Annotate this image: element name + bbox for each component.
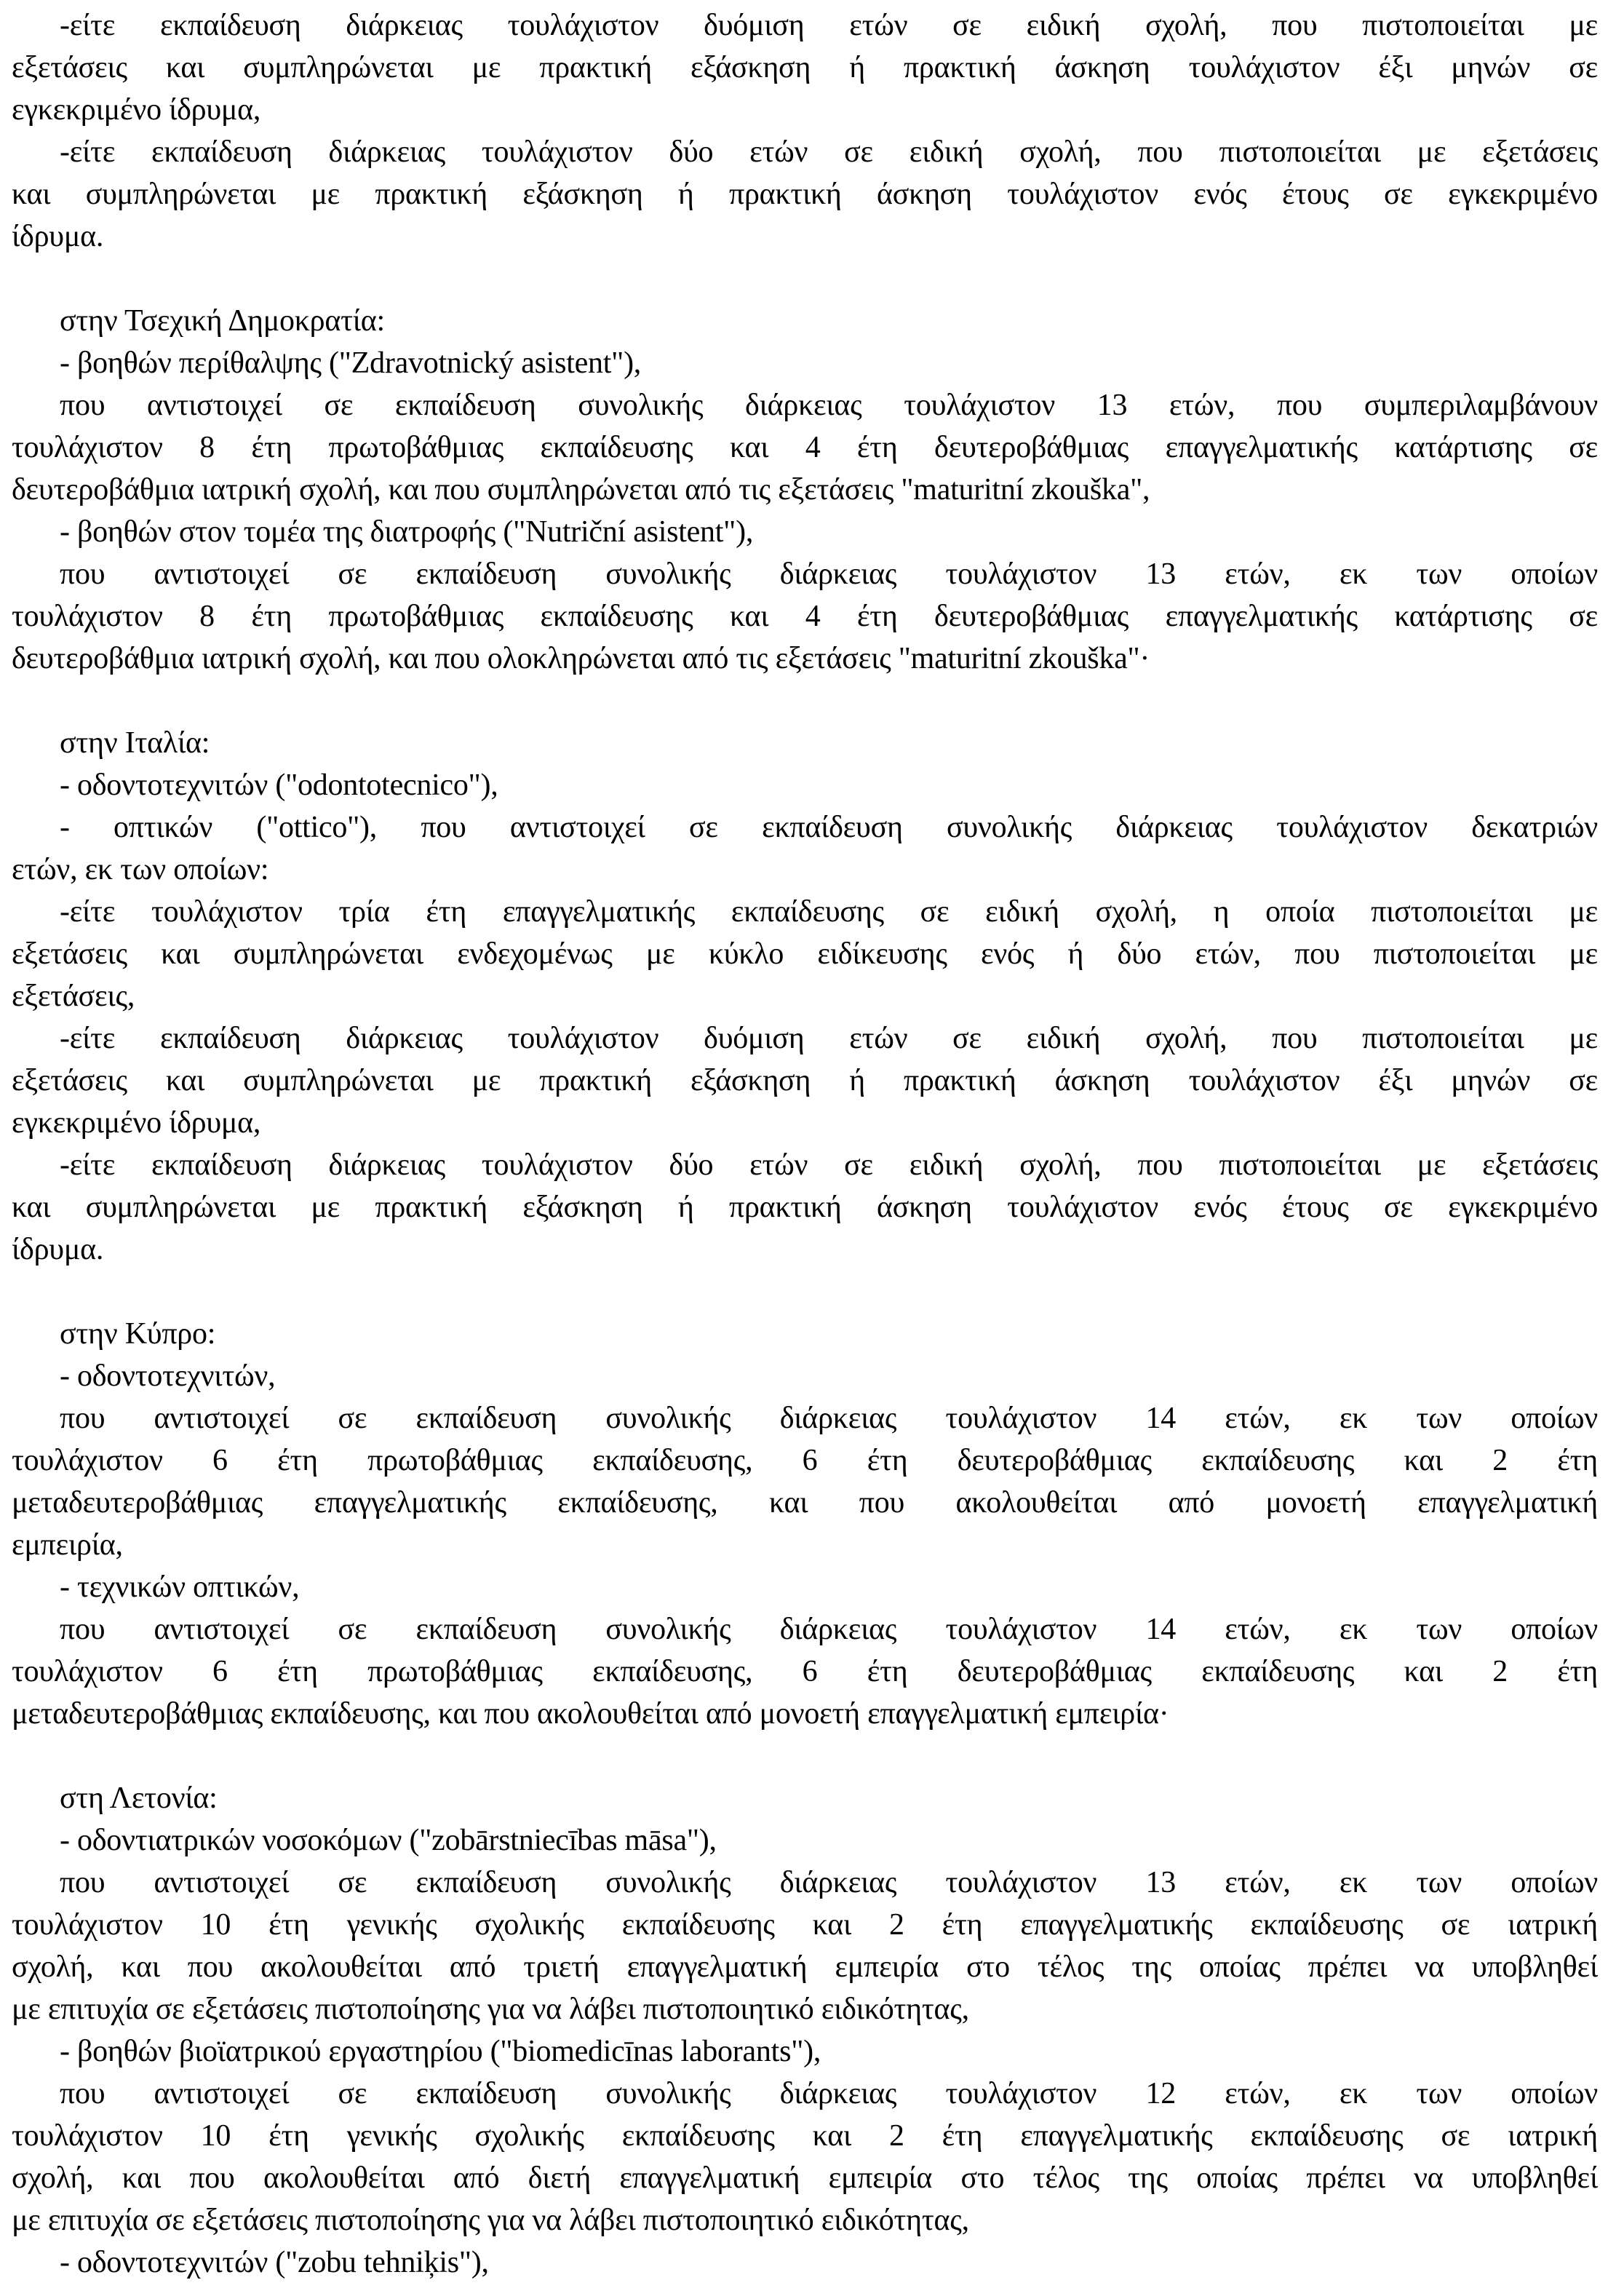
paragraph (12, 1017, 1598, 1144)
section-czech-republic (12, 300, 1598, 680)
paragraph (12, 891, 1598, 1017)
list-item-line: - οδοντοτεχνιτών, (60, 1359, 276, 1393)
text-line: τουλάχιστον 6 έτη πρωτοβάθμιας εκπαίδευσης, 6 έτη δευτεροβάθμιας εκπαίδευσης και 2 έτη (12, 1444, 1598, 1477)
text-line: με επιτυχία σε εξετάσεις πιστοποίησης για να λάβει πιστοποιητικό ειδικότητας, (12, 1993, 969, 2026)
text-line: που αντιστοιχεί σε εκπαίδευση συνολικής διάρκειας τουλάχιστον 14 ετών, εκ των οποίων (60, 1613, 1598, 1646)
section-cyprus (12, 1313, 1598, 1735)
section-heading: στη Λετονία: (60, 1781, 218, 1815)
list-item-line: - βοηθών περίθαλψης ("Zdravotnický asistent"), (60, 346, 642, 380)
paragraph (12, 764, 1598, 806)
text-line: που αντιστοιχεί σε εκπαίδευση συνολικής διάρκειας τουλάχιστον 14 ετών, εκ των οποίων (60, 1402, 1598, 1435)
text-line: με επιτυχία σε εξετάσεις πιστοποίησης για να λάβει πιστοποιητικό ειδικότητας, (12, 2204, 969, 2237)
paragraph (12, 1397, 1598, 1566)
text-line: εξετάσεις και συμπληρώνεται με πρακτική εξάσκηση ή πρακτική άσκηση τουλάχιστον έξι μηνών σε (12, 1064, 1598, 1097)
text-line: εμπειρία, (12, 1528, 123, 1562)
paragraph (12, 384, 1598, 511)
paragraph (12, 131, 1598, 258)
text-line: -είτε εκπαίδευση διάρκειας τουλάχιστον δύο ετών σε ειδική σχολή, που πιστοποιείται με εξετάσεις (60, 1148, 1598, 1182)
text-line: -είτε εκπαίδευση διάρκειας τουλάχιστον δυόμιση ετών σε ειδική σχολή, που πιστοποιείται με (60, 1022, 1598, 1055)
paragraph (12, 1608, 1598, 1735)
text-line: τουλάχιστον 6 έτη πρωτοβάθμιας εκπαίδευσης, 6 έτη δευτεροβάθμιας εκπαίδευσης και 2 έτη (12, 1655, 1598, 1688)
text-line: ίδρυμα. (12, 220, 104, 253)
paragraph (12, 553, 1598, 680)
list-item-line: - οδοντοτεχνιτών ("odontotecnico"), (60, 768, 498, 802)
list-item-line: - βοηθών βιοϊατρικού εργαστηρίου ("biomedicīnas laborants"), (60, 2035, 821, 2068)
text-line: εγκεκριμένο ίδρυμα, (12, 1106, 261, 1140)
list-item-line: - οδοντοτεχνιτών ("zobu tehniķis"), (60, 2246, 489, 2279)
section-latvia (12, 1777, 1598, 2284)
text-line: εξετάσεις και συμπληρώνεται με πρακτική εξάσκηση ή πρακτική άσκηση τουλάχιστον έξι μηνών σε (12, 51, 1598, 84)
paragraph (12, 2030, 1598, 2073)
text-line: μεταδευτεροβάθμιας επαγγελματικής εκπαίδευσης, και που ακολουθείται από μονοετή επαγγελματική (12, 1486, 1598, 1520)
document-text (12, 4, 1598, 2284)
text-line: που αντιστοιχεί σε εκπαίδευση συνολικής διάρκειας τουλάχιστον 13 ετών, εκ των οποίων (60, 1866, 1598, 1899)
list-item-line: - βοηθών στον τομέα της διατροφής ("Nutriční asistent"), (60, 515, 754, 549)
paragraph (12, 511, 1598, 553)
paragraph (12, 1144, 1598, 1271)
list-item-line: - οδοντιατρικών νοσοκόμων ("zobārstniecības māsa"), (60, 1824, 717, 1857)
paragraph (12, 722, 1598, 764)
text-line: -είτε τουλάχιστον τρία έτη επαγγελματικής εκπαίδευσης σε ειδική σχολή, η οποία πιστοποιείται με (60, 895, 1598, 929)
list-item-line: - τεχνικών οπτικών, (60, 1570, 300, 1604)
list-item-line: - οπτικών ("ottico"), που αντιστοιχεί σε εκπαίδευση συνολικής διάρκειας τουλάχιστον δεκατριών (60, 811, 1598, 844)
text-line: -είτε εκπαίδευση διάρκειας τουλάχιστον δυόμιση ετών σε ειδική σχολή, που πιστοποιείται με (60, 9, 1598, 42)
paragraph (12, 4, 1598, 131)
section-heading: στην Ιταλία: (60, 726, 210, 760)
text-line: που αντιστοιχεί σε εκπαίδευση συνολικής διάρκειας τουλάχιστον 13 ετών, εκ των οποίων (60, 557, 1598, 591)
paragraph (12, 806, 1598, 891)
text-line: σχολή, και που ακολουθείται από διετή επαγγελματική εμπειρία στο τέλος της οποίας πρέπει να υποβληθεί (12, 2161, 1598, 2195)
section-heading: στην Κύπρο: (60, 1317, 216, 1351)
section-italy (12, 722, 1598, 1271)
text-line: μεταδευτεροβάθμιας εκπαίδευσης, και που ακολουθείται από μονοετή επαγγελματική εμπειρία· (12, 1697, 1169, 1731)
text-line: εξετάσεις, (12, 980, 135, 1013)
text-line: που αντιστοιχεί σε εκπαίδευση συνολικής διάρκειας τουλάχιστον 12 ετών, εκ των οποίων (60, 2077, 1598, 2110)
paragraph (12, 1819, 1598, 1862)
text-line: δευτεροβάθμια ιατρική σχολή, και που συμπληρώνεται από τις εξετάσεις "maturitní zkouška", (12, 473, 1150, 507)
section-heading: στην Τσεχική Δημοκρατία: (60, 304, 385, 338)
text-line: εξετάσεις και συμπληρώνεται ενδεχομένως με κύκλο ειδίκευσης ενός ή δύο ετών, που πιστοποιείται με (12, 937, 1598, 971)
paragraph (12, 2073, 1598, 2241)
text-line: τουλάχιστον 8 έτη πρωτοβάθμιας εκπαίδευσης και 4 έτη δευτεροβάθμιας επαγγελματικής κατάρτισης σε (12, 431, 1598, 464)
text-line: -είτε εκπαίδευση διάρκειας τουλάχιστον δύο ετών σε ειδική σχολή, που πιστοποιείται με εξετάσεις (60, 135, 1598, 169)
text-line: ετών, εκ των οποίων: (12, 853, 269, 886)
text-line: και συμπληρώνεται με πρακτική εξάσκηση ή πρακτική άσκηση τουλάχιστον ενός έτους σε εγκεκριμένο (12, 178, 1598, 211)
paragraph (12, 1355, 1598, 1397)
text-line: τουλάχιστον 10 έτη γενικής σχολικής εκπαίδευσης και 2 έτη επαγγελματικής εκπαίδευσης σε ιατρική (12, 1908, 1598, 1942)
paragraph (12, 342, 1598, 384)
paragraph (12, 1313, 1598, 1355)
text-line: σχολή, και που ακολουθείται από τριετή επαγγελματική εμπειρία στο τέλος της οποίας πρέπει να υποβληθεί (12, 1950, 1598, 1984)
text-line: ίδρυμα. (12, 1233, 104, 1266)
paragraph (12, 300, 1598, 342)
paragraph (12, 2241, 1598, 2284)
paragraph (12, 1566, 1598, 1608)
text-line: τουλάχιστον 8 έτη πρωτοβάθμιας εκπαίδευσης και 4 έτη δευτεροβάθμιας επαγγελματικής κατάρτισης σε (12, 600, 1598, 633)
text-line: που αντιστοιχεί σε εκπαίδευση συνολικής διάρκειας τουλάχιστον 13 ετών, που συμπεριλαμβάνουν (60, 389, 1598, 422)
paragraph (12, 1777, 1598, 1819)
paragraph (12, 1862, 1598, 2030)
text-line: τουλάχιστον 10 έτη γενικής σχολικής εκπαίδευσης και 2 έτη επαγγελματικής εκπαίδευσης σε ιατρική (12, 2119, 1598, 2153)
text-line: δευτεροβάθμια ιατρική σχολή, και που ολοκληρώνεται από τις εξετάσεις "maturitní zkouška"· (12, 642, 1150, 675)
text-line: εγκεκριμένο ίδρυμα, (12, 93, 261, 127)
text-line: και συμπληρώνεται με πρακτική εξάσκηση ή πρακτική άσκηση τουλάχιστον ενός έτους σε εγκεκριμένο (12, 1191, 1598, 1224)
